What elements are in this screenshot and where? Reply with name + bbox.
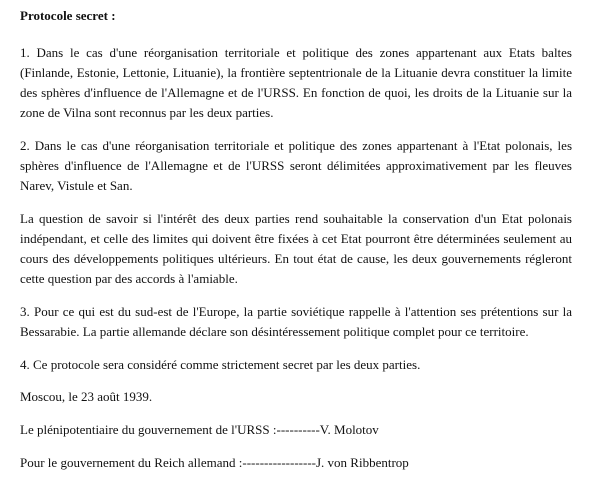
poland-independence-paragraph: La question de savoir si l'intérêt des deux parties rend souhaitable la conservation d'un Etat polonais indépendant, et celle des limites qui doivent être fixées à cet Etat pourront être déterminées seulement au cours des développements politiques ultérieurs. En tout état de cause, les deux gouvernements régleront cette question par des accords à l'amiable. — [20, 211, 572, 286]
article-4-paragraph: 4. Ce protocole sera considéré comme strictement secret par les deux parties. — [20, 357, 421, 372]
article-2-paragraph: 2. Dans le cas d'une réorganisation territoriale et politique des zones appartenant à l'Etat polonais, les sphères d'influence de l'Allemagne et de l'URSS seront délimitées approximativement par les fleuves Narev, Vistule et San. — [20, 138, 572, 193]
date-line: Moscou, le 23 août 1939. — [20, 389, 153, 404]
signature-ussr: Le plénipotentiaire du gouvernement de l'URSS :----------V. Molotov — [20, 422, 379, 437]
article-1-paragraph: 1. Dans le cas d'une réorganisation territoriale et politique des zones appartenant aux Etats baltes (Finlande, Estonie, Lettonie, Lituanie), la frontière septentrionale de la Lituanie devra constituer la limite des sphères d'influence de l'Allemagne et de l'URSS. En fonction de quoi, les droits de la Lituanie sur la zone de Vilna sont reconnus par les deux parties. — [20, 45, 572, 120]
document-title: Protocole secret : — [20, 8, 116, 23]
signature-reich: Pour le gouvernement du Reich allemand :-----------------J. von Ribbentrop — [20, 455, 409, 470]
article-3-paragraph: 3. Pour ce qui est du sud-est de l'Europe, la partie soviétique rappelle à l'attention ses prétentions sur la Bessarabie. La partie allemande déclare son désintéressement politique complet pour ce territoire. — [20, 304, 572, 339]
